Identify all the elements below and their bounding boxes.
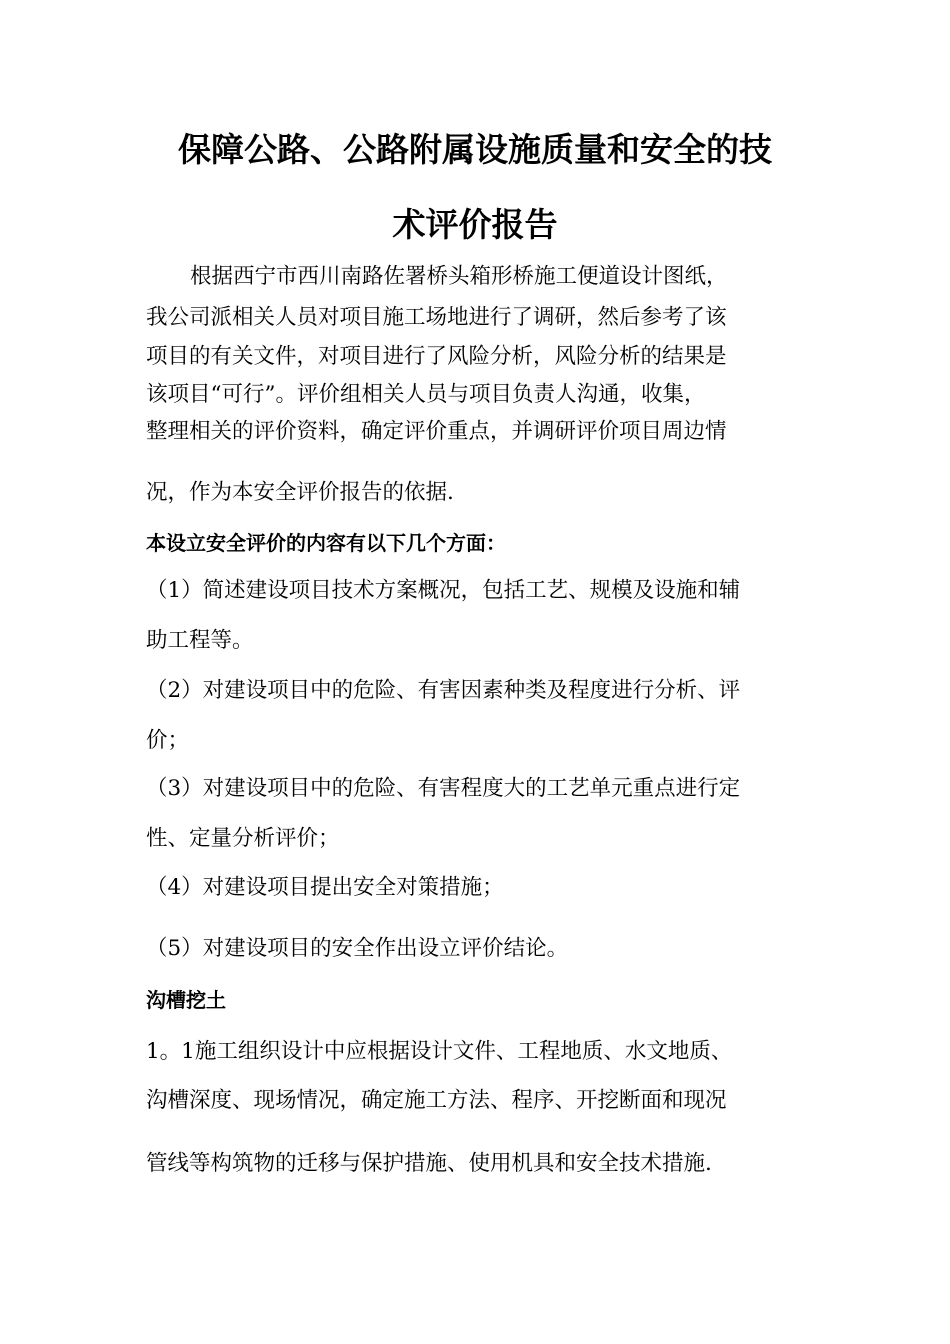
list-item-line: （2）对建设项目中的危险、有害因素种类及程度进行分析、评 bbox=[146, 678, 741, 703]
intro-paragraph-line: 整理相关的评价资料，确定评价重点，并调研评价项目周边情 bbox=[146, 419, 727, 444]
intro-paragraph-line: 该项目“可行”。评价组相关人员与项目负责人沟通，收集， bbox=[146, 382, 706, 407]
body-paragraph-line: 管线等构筑物的迁移与保护措施、使用机具和安全技术措施. bbox=[146, 1151, 712, 1176]
body-paragraph-line: 1。1施工组织设计中应根据设计文件、工程地质、水文地质、 bbox=[146, 1039, 733, 1064]
list-item-line: 性、定量分析评价； bbox=[146, 826, 340, 851]
intro-paragraph-line: 况，作为本安全评价报告的依据. bbox=[146, 480, 454, 505]
intro-paragraph-line: 根据西宁市西川南路佐署桥头箱形桥施工便道设计图纸， bbox=[190, 264, 728, 289]
list-item-line: 助工程等。 bbox=[146, 628, 254, 653]
intro-paragraph-line: 我公司派相关人员对项目施工场地进行了调研，然后参考了该 bbox=[146, 305, 727, 330]
list-item-line: 价； bbox=[146, 728, 190, 753]
document-title-line-1: 保障公路、公路附属设施质量和安全的技 bbox=[178, 130, 772, 169]
list-item-line: （3）对建设项目中的危险、有害程度大的工艺单元重点进行定 bbox=[146, 776, 741, 801]
list-item-line: （1）简述建设项目技术方案概况，包括工艺、规模及设施和辅 bbox=[146, 578, 741, 603]
intro-paragraph-line: 项目的有关文件，对项目进行了风险分析，风险分析的结果是 bbox=[146, 344, 727, 369]
body-paragraph-line: 沟槽深度、现场情况，确定施工方法、程序、开挖断面和现况 bbox=[146, 1088, 727, 1113]
document-title-line-2: 术评价报告 bbox=[392, 205, 558, 244]
section-heading-evaluation: 本设立安全评价的内容有以下几个方面： bbox=[146, 531, 506, 555]
list-item-line: （5）对建设项目的安全作出设立评价结论。 bbox=[146, 936, 569, 961]
section-heading-trench-excavation: 沟槽挖土 bbox=[146, 988, 226, 1012]
list-item-line: （4）对建设项目提出安全对策措施； bbox=[146, 875, 504, 900]
